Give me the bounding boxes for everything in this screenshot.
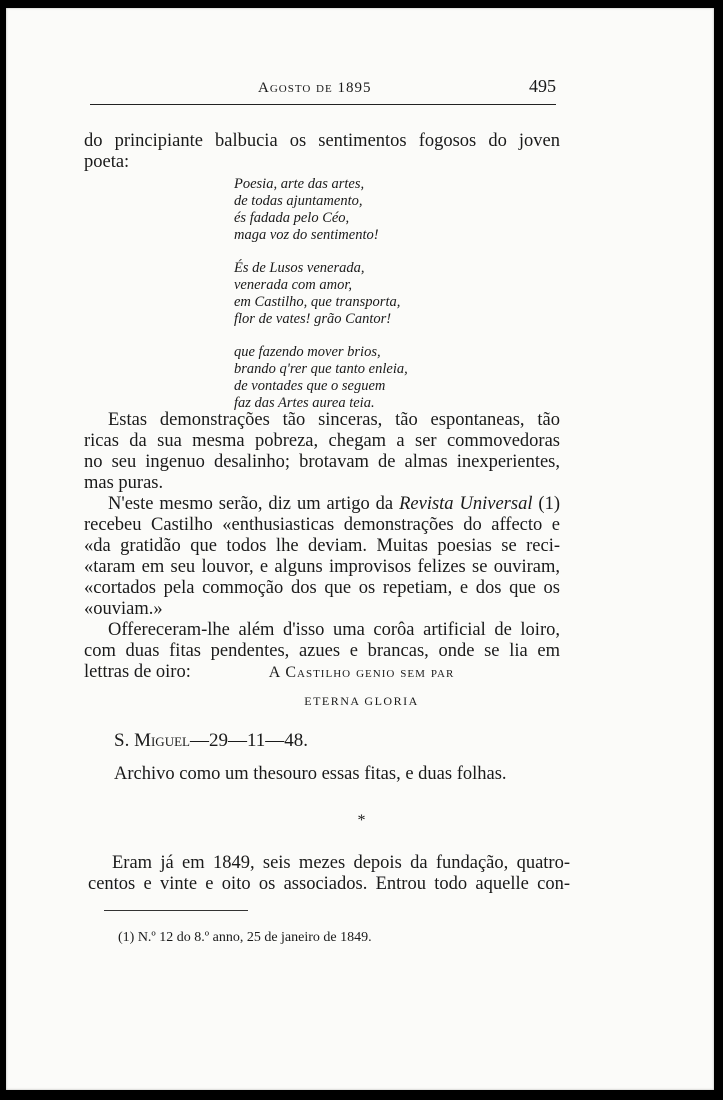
footnote-rule bbox=[104, 910, 248, 911]
text-line: poeta: bbox=[84, 152, 130, 172]
paragraph-associados bbox=[88, 853, 570, 895]
text-line bbox=[84, 494, 560, 515]
poem-line: maga voz do sentimento! bbox=[234, 227, 379, 243]
inscription-line-1: A Castilho genio sem par bbox=[268, 664, 455, 681]
text-line: ricas da sua mesma pobreza, chegam a ser commovedoras bbox=[84, 431, 560, 451]
text-line: com duas fitas pendentes, azues e brancas, onde se lia em bbox=[84, 641, 560, 661]
running-title: Agosto de 1895 bbox=[258, 80, 372, 96]
text-line: recebeu Castilho «enthusiasticas demonstrações do affecto e bbox=[84, 515, 560, 535]
text-line: Archivo como um thesouro essas fitas, e duas folhas. bbox=[114, 764, 507, 784]
footnote-ref: (1) bbox=[532, 494, 560, 514]
text-line: no seu ingenuo desalinho; brotavam de almas inexperientes, bbox=[84, 452, 560, 472]
text-line: Estas demonstrações tão sinceras, tão espontaneas, tão bbox=[108, 410, 560, 430]
text-line: mas puras. bbox=[84, 473, 164, 493]
text-fragment: N'este mesmo serão, diz um artigo da bbox=[108, 494, 400, 514]
page-header bbox=[90, 76, 556, 105]
text-line: Offereceram-lhe além d'isso uma corôa artificial de loiro, bbox=[108, 620, 560, 640]
section-separator: * bbox=[357, 812, 366, 829]
poem-stanza bbox=[234, 344, 534, 412]
page-number: 495 bbox=[529, 76, 556, 96]
poem-line: flor de vates! grão Cantor! bbox=[234, 311, 392, 327]
poem-line: venerada com amor, bbox=[234, 277, 352, 293]
inscription-line-2: ETERNA GLORIA bbox=[304, 694, 419, 708]
poem-stanza bbox=[234, 176, 534, 244]
poem bbox=[234, 176, 534, 428]
sig-date: —29—11—48. bbox=[189, 730, 309, 751]
journal-title: Revista Universal bbox=[399, 494, 533, 514]
paragraph-archivo bbox=[114, 764, 574, 785]
poem-line: que fazendo mover brios, bbox=[234, 344, 381, 360]
sig-name: Miguel bbox=[134, 730, 190, 751]
poem-line: de todas ajuntamento, bbox=[234, 193, 363, 209]
text-line: lettras de oiro: bbox=[84, 662, 191, 682]
paragraph-demonstracoes bbox=[84, 410, 560, 494]
poem-stanza bbox=[234, 260, 534, 328]
text-line: «taram em seu louvor, e alguns improvisos felizes se ouviram, bbox=[84, 557, 560, 577]
poem-line: brando q'rer que tanto enleia, bbox=[234, 361, 408, 377]
sig-prefix: S. bbox=[114, 730, 135, 751]
paragraph-revista bbox=[84, 494, 560, 620]
poem-line: faz das Artes aurea teia. bbox=[234, 395, 375, 411]
text-line: do principiante balbucia os sentimentos fogosos do joven bbox=[84, 131, 560, 151]
footnote: (1) N.º 12 do 8.º anno, 25 de janeiro de 1849. bbox=[118, 930, 372, 945]
poem-line: em Castilho, que transporta, bbox=[234, 294, 401, 310]
text-line: centos e vinte e oito os associados. Entrou todo aquelle con- bbox=[88, 874, 570, 894]
text-line: «cortados pela commoção dos que os repetiam, e dos que os bbox=[84, 578, 560, 598]
text-line: «ouviam.» bbox=[84, 599, 163, 619]
text-line: Eram já em 1849, seis mezes depois da fundação, quatro- bbox=[112, 853, 570, 873]
inscription-signature bbox=[114, 730, 308, 752]
poem-line: Poesia, arte das artes, bbox=[234, 176, 365, 192]
poem-line: És de Lusos venerada, bbox=[234, 260, 365, 276]
text-line: «da gratidão que todos lhe deviam. Muitas poesias se reci- bbox=[84, 536, 560, 556]
poem-line: de vontades que o seguem bbox=[234, 378, 386, 394]
poem-line: és fadada pelo Céo, bbox=[234, 210, 350, 226]
intro-paragraph bbox=[84, 131, 560, 173]
